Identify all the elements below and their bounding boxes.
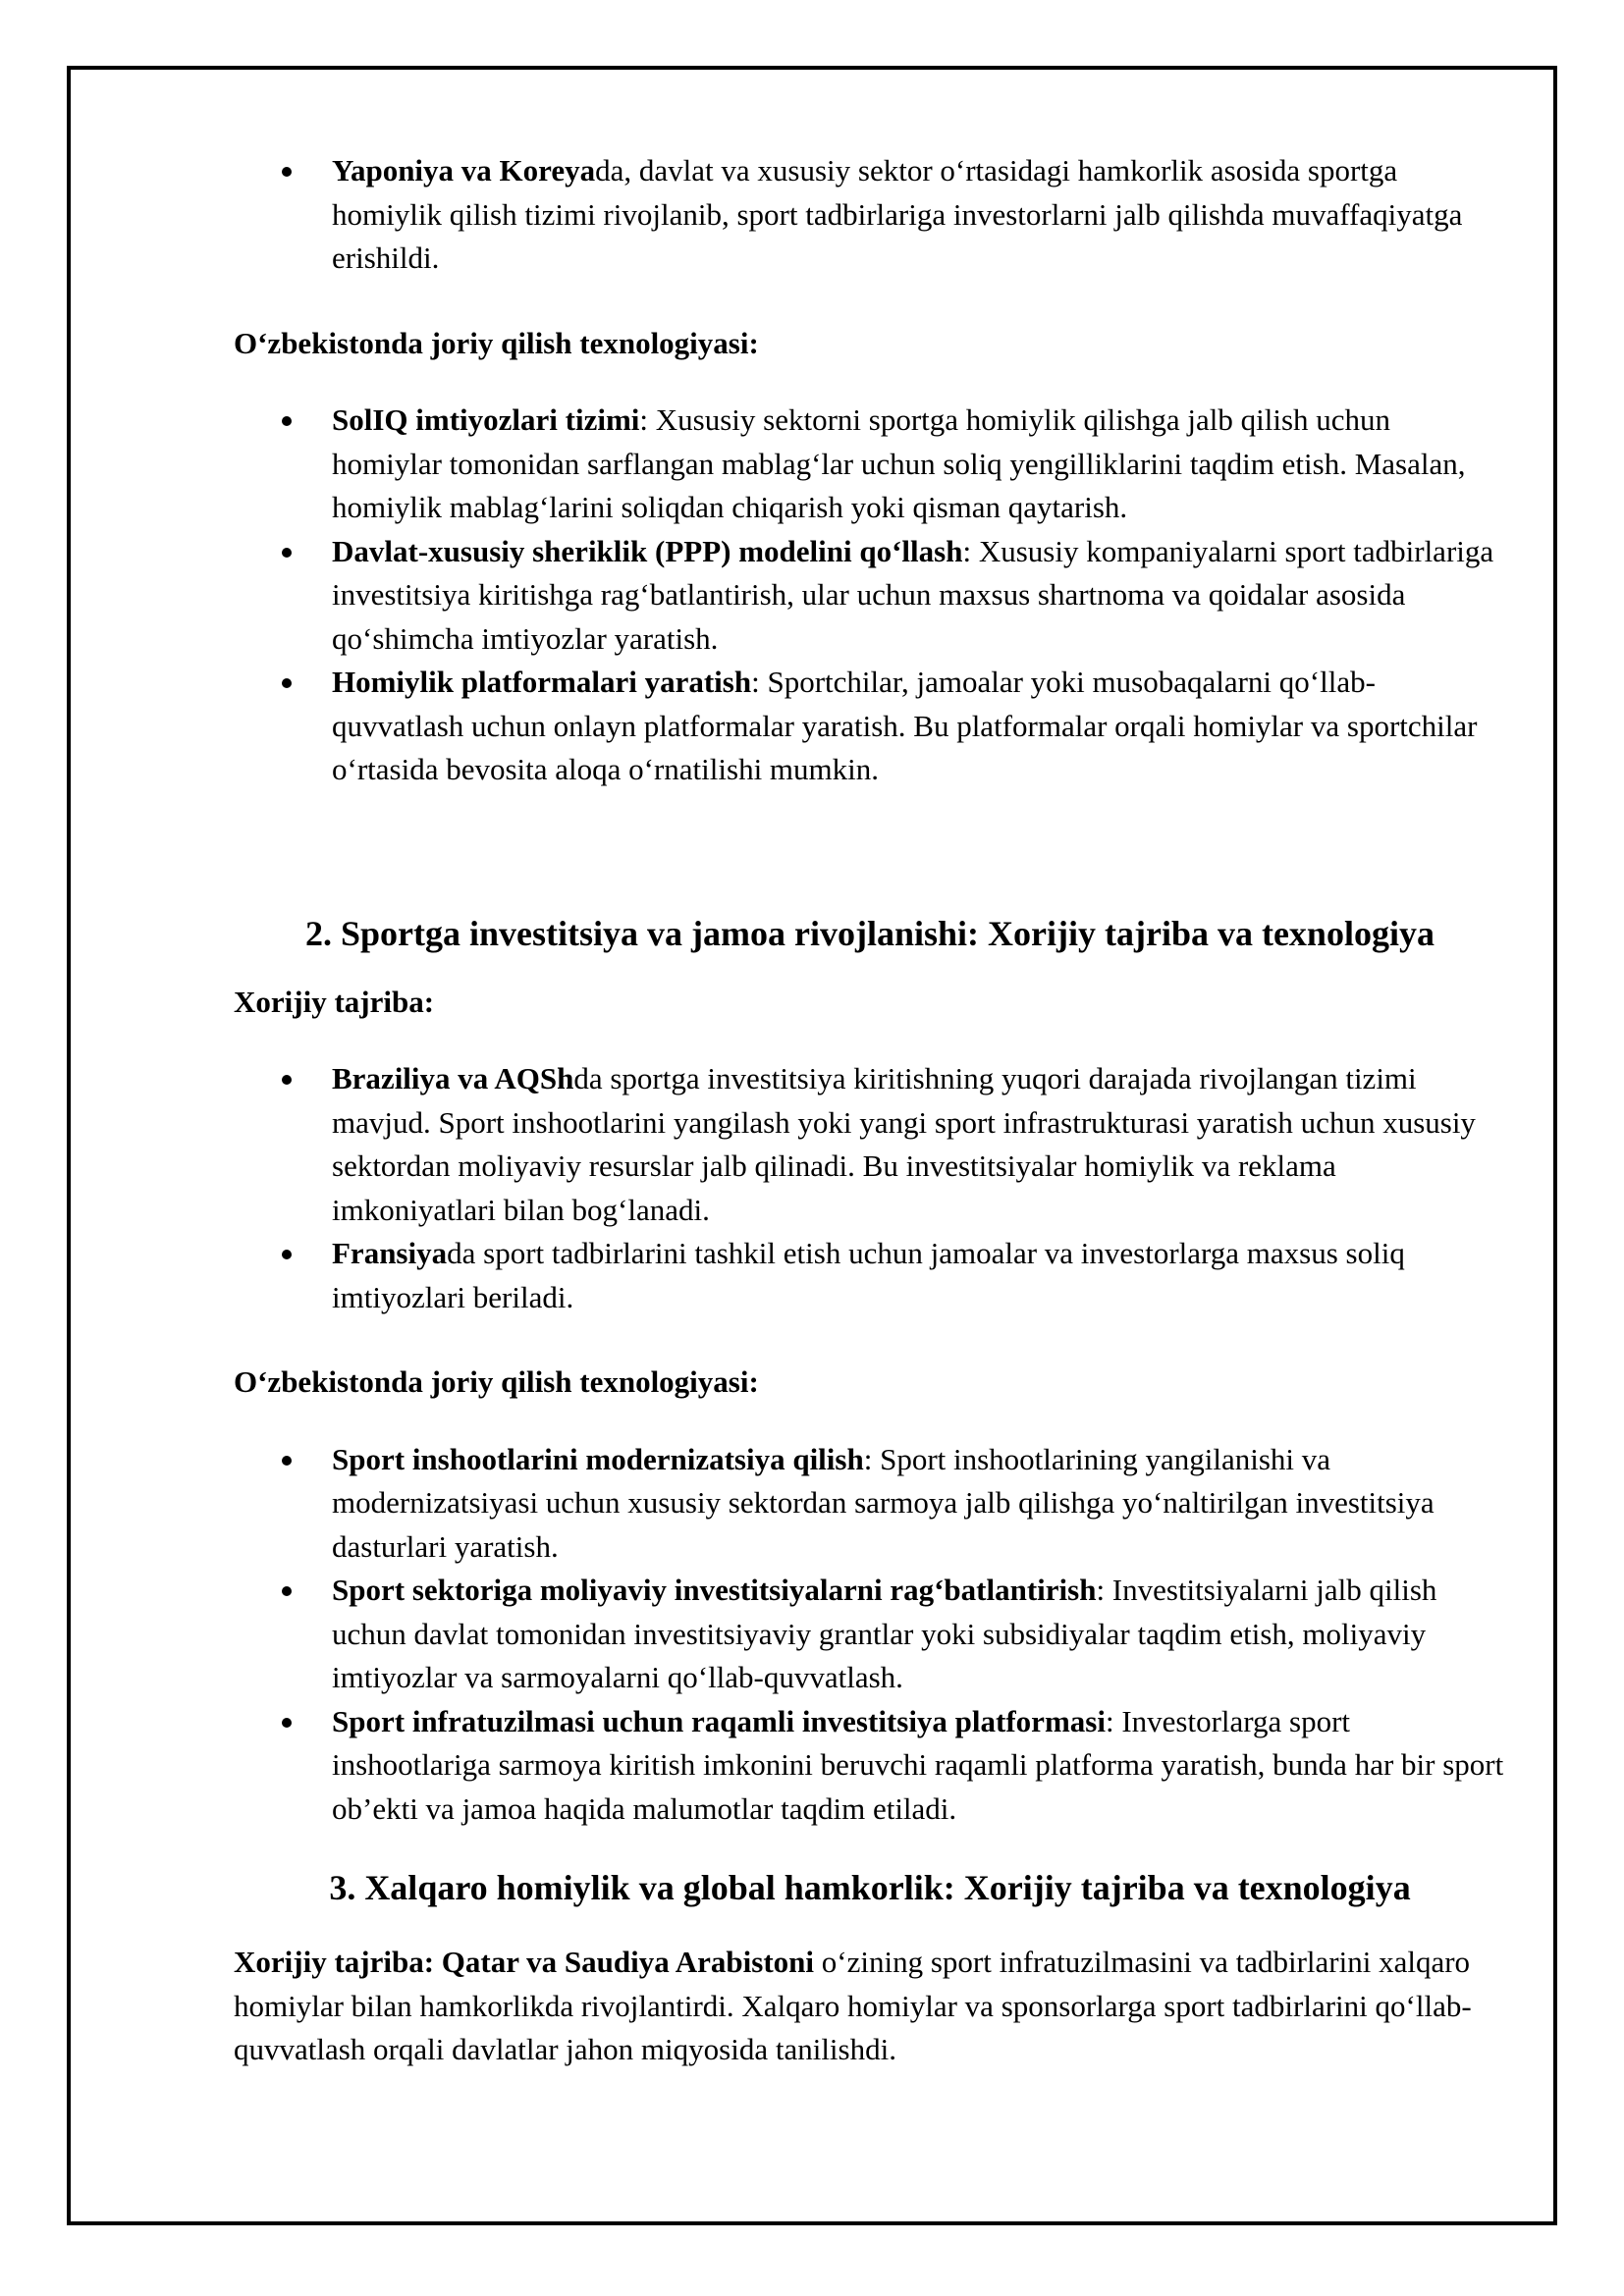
- bullet-list: [234, 1438, 1506, 1832]
- item-bold-label: Sport inshootlarini modernizatsiya qilish: [332, 1441, 864, 1476]
- bullet-icon: [282, 416, 292, 426]
- section-title: 2. Sportga investitsiya va jamoa rivojlanishi: Xorijiy tajriba va texnologiya: [305, 913, 1435, 953]
- item-text: : Sportchilar, jamoalar yoki musobaqalarni qo‘llab-quvvatlash uchun onlayn platformalar yaratish. Bu platformalar orqali homiylar va sportchilar o‘rtasida bevosita aloqa o‘rnatilishi mumkin.: [332, 665, 1478, 786]
- item-text: : Sport inshootlarining yangilanishi va modernizatsiyasi uchun xususiy sektordan sarmoya jalb qilishga yo‘naltirilgan investitsiya dasturlari yaratish.: [332, 1441, 1435, 1564]
- list-item: [234, 1057, 1506, 1232]
- subheading: O‘zbekistonda joriy qilish texnologiyasi:: [234, 1364, 759, 1399]
- item-text: : Investorlarga sport inshootlariga sarmoya kiritish imkonini beruvchi raqamli platforma yaratish, bunda har bir sport ob’ekti va jamoa haqida malumotlar taqdim etiladi.: [332, 1703, 1504, 1826]
- item-text: da sport tadbirlarini tashkil etish uchun jamoalar va investorlarga maxsus soliq imtiyozlari beriladi.: [332, 1236, 1405, 1314]
- paragraph-bold-lead: Xorijiy tajriba: Qatar va Saudiya Arabistoni: [234, 1945, 815, 1979]
- bullet-icon: [282, 1718, 292, 1728]
- item-bold-label: Sport infratuzilmasi uchun raqamli investitsiya platformasi: [332, 1703, 1106, 1738]
- paragraph: [234, 1941, 1506, 2072]
- list-item: [234, 399, 1506, 530]
- item-text: da, davlat va xususiy sektor o‘rtasidagi hamkorlik asosida sportga homiylik qilish tizimi rivojlanib, sport tadbirlariga investorlarni jalb qilishda muvaffaqiyatga erishildi.: [332, 153, 1463, 275]
- item-text: : Investitsiyalarni jalb qilish uchun davlat tomonidan investitsiyaviy grantlar yoki subsidiyalar taqdim etish, moliyaviy imtiyozlar va sarmoyalarni qo‘llab-quvvatlash.: [332, 1573, 1437, 1694]
- bullet-icon: [282, 548, 292, 558]
- item-bold-label: Yaponiya va Koreya: [332, 153, 596, 187]
- bullet-list: [234, 149, 1506, 281]
- list-item: [234, 1569, 1506, 1700]
- bullet-icon: [282, 1586, 292, 1596]
- list-item: [234, 1438, 1506, 1570]
- item-bold-label: Homiylik platformalari yaratish: [332, 665, 752, 699]
- bullet-icon: [282, 167, 292, 177]
- list-item: [234, 149, 1506, 281]
- bullet-icon: [282, 678, 292, 688]
- item-bold-label: Davlat-xususiy sheriklik (PPP) modelini qo‘llash: [332, 533, 963, 568]
- item-bold-label: Fransiya: [332, 1236, 448, 1270]
- bullet-list: [234, 1057, 1506, 1319]
- item-bold-label: Braziliya va AQSh: [332, 1061, 574, 1095]
- list-item: [234, 1700, 1506, 1832]
- item-text: da sportga investitsiya kiritishning yuqori darajada rivojlangan tizimi mavjud. Sport inshootlarini yangilash yoki yangi sport infrastrukturasi yaratish uchun xususiy sektordan moliyaviy resurslar jalb qilinadi. Bu investitsiyalar homiylik va reklama imkoniyatlari bilan bog‘lanadi.: [332, 1061, 1476, 1227]
- item-text: : Xususiy sektorni sportga homiylik qilishga jalb qilish uchun homiylar tomonidan sarflangan mablag‘lar uchun soliq yengilliklarini taqdim etish. Masalan, homiylik mablag‘larini soliqdan chiqarish yoki qisman qaytarish.: [332, 402, 1466, 524]
- subheading: O‘zbekistonda joriy qilish texnologiyasi:: [234, 325, 759, 360]
- bullet-icon: [282, 1456, 292, 1466]
- list-item: [234, 1232, 1506, 1319]
- document-body: [234, 149, 1506, 2072]
- bullet-icon: [282, 1075, 292, 1085]
- subheading: Xorijiy tajriba:: [234, 984, 435, 1019]
- bullet-list: [234, 399, 1506, 792]
- list-item: [234, 530, 1506, 662]
- item-text: : Xususiy kompaniyalarni sport tadbirlariga investitsiya kiritishga rag‘batlantirish, ular uchun maxsus shartnoma va qoidalar asosida qo‘shimcha imtiyozlar yaratish.: [332, 533, 1494, 656]
- section-title: 3. Xalqaro homiylik va global hamkorlik: Xorijiy tajriba va texnologiya: [329, 1868, 1411, 1907]
- item-bold-label: SolIQ imtiyozlari tizimi: [332, 402, 640, 437]
- list-item: [234, 661, 1506, 792]
- item-bold-label: Sport sektoriga moliyaviy investitsiyalarni rag‘batlantirish: [332, 1573, 1097, 1607]
- bullet-icon: [282, 1250, 292, 1259]
- paragraph-text: o‘zining sport infratuzilmasini va tadbirlarini xalqaro homiylar bilan hamkorlikda rivojlantirdi. Xalqaro homiylar va sponsorlarga sport tadbirlarini qo‘llab-quvvatlash orqali davlatlar jahon miqyosida tanilishdi.: [234, 1945, 1472, 2066]
